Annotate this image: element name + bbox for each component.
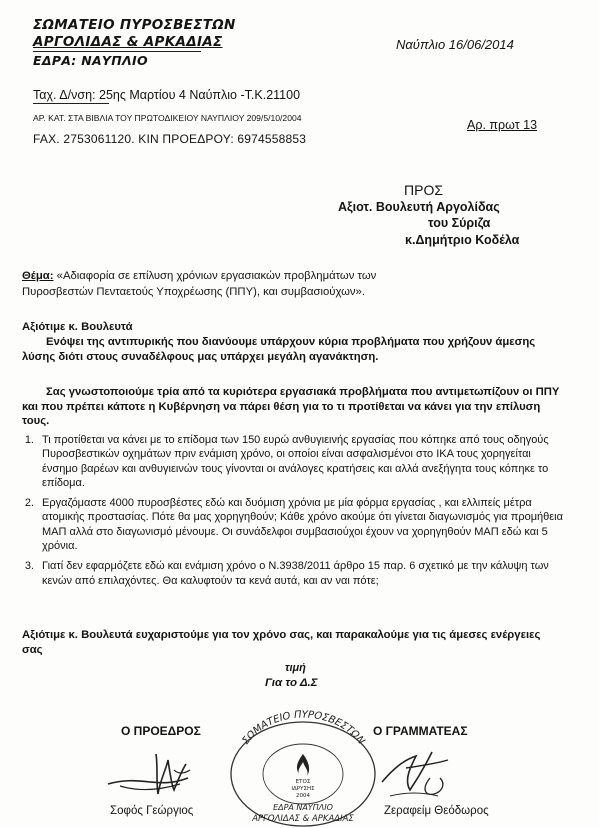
recipient-to-label: ΠΡΟΣ [404,182,443,198]
organization-stamp [221,704,386,828]
stamp-center-line1: ΕΤΟΣ [295,779,311,785]
president-signature [100,740,220,810]
stamp-bottom-line2: ΑΡΓΟΛΙΔΑΣ & ΑΡΚΑΔΙΑΣ [252,814,354,824]
list-item-text: Τι προτίθεται να κάνει με το επίδομα των 150 ευρώ ανθυγιεινής εργασίας που κόπηκε από τους οδηγούς Πυροσβεστικών οχημάτων πριν ενάμιση χρόνο, οι οποίοι είναι ασφαλισμένοι στο ΙΚΑ τους χορηγείται ένσημο βαρέων και ανθυγιεινών τους γίνονται οι ανάλογες κρατήσεις και αλλά ανεξήγητα τους κόπηκε το επίδομα. [42,434,549,489]
place-date: Ναύπλιο 16/06/2014 [396,37,514,52]
org-address: Ταχ. Δ/νση: 25ης Μαρτίου 4 Ναύπλιο -Τ.Κ.21100 [33,88,301,102]
recipient-line2: του Σύριζα [428,216,491,230]
list-item [8,496,568,553]
issues-list [8,433,568,594]
address-underline [33,103,109,104]
header-rule [33,51,201,52]
stamp-center-line3: 2004 [296,793,310,799]
president-name: Σοφός Γεώργιος [110,805,194,817]
closing-paragraph: Αξιότιμε κ. Βουλευτά ευχαριστούμε για τον χρόνο σας, και παρακαλούμε για τις άμεσες ενέργειες σας [22,629,541,656]
flame-emblem-icon [297,754,309,776]
org-registry: ΑΡ. ΚΑΤ. ΣΤΑ ΒΙΒΛΙΑ ΤΟΥ ΠΡΩΤΟΔΙΚΕΙΟΥ ΝΑΥΠΛΙΟΥ 209/5/10/2004 [33,113,302,123]
list-item-number: 1. [24,434,34,446]
list-item-text: Εργαζόμαστε 4000 πυροσβέστες εδώ και δυόμιση χρόνια με μία φόρμα εργασίας , και ελλιπείς μέτρα ατομικής προστασίας. Πότε θα μας χορηγηθούν; Κάθε χρόνο ακούμε ότι γίνεται διαγωνισμός για προμήθεια ΜΑΠ αλλά στο διαγωνισμό μένουμε. Οι συνάδελφοι συμβασιούχοι έχουν να χορηγηθούν ΜΑΠ εδώ και 5 χρόνια. [42,497,563,553]
subject-text-line1: «Αδιαφορία σε επίλυση χρόνιων εργασιακών προβλημάτων των [56,270,377,282]
salutation: Αξιότιμε κ. Βουλευτά [22,321,133,333]
subject-label: Θέμα: [22,270,54,282]
protocol-number: Αρ. πρωτ 13 [467,118,538,132]
regards-line1: τιμή [285,662,306,674]
org-fax-phone: FAX. 2753061120. ΚΙΝ ΠΡΟΕΔΡΟΥ: 6974558853 [33,132,307,146]
stamp-bottom-line1: ΕΔΡΑ ΝΑΥΠΛΙΟ [273,803,333,812]
secretary-signature [370,738,470,810]
list-item-number: 2. [24,497,34,510]
paragraph-1: Ενόψει της αντιπυρικής που διανύουμε υπάρχουν κύρια προβλήματα που χρήζουν άμεσης λύσης διότι στους συναδέλφους μας υπάρχει μεγάλη αγανάκτηση. [22,336,536,363]
org-name-line2: ΑΡΓΟΛΙΔΑΣ & ΑΡΚΑΔΙΑΣ [33,34,223,50]
list-item [8,559,568,588]
org-name-line1: ΣΩΜΑΤΕΙΟ ΠΥΡΟΣΒΕΣΤΩΝ [33,17,236,33]
stamp-top-text: ΣΩΜΑΤΕΙΟ ΠΥΡΟΣΒΕΣΤΩΝ [240,709,367,747]
subject-text-line2: Πυροσβεστών Πενταετούς Υποχρέωσης (ΠΠΥ), και συμβασιούχων». [22,286,365,298]
list-item-number: 3. [24,560,34,573]
secretary-title: Ο ΓΡΑΜΜΑΤΕΑΣ [373,724,468,738]
list-item-text: Γιατί δεν εφαρμόζετε εδώ και ενάμιση χρόνο ο Ν.3938/2011 άρθρο 15 παρ. 6 σχετικό με την κάλυψη των κενών από επιλαχόντες. Θα καλυφτούν τα κενά αυτά, και αν ναι πότε; [42,560,549,587]
recipient-line1: Αξιοτ. Βουλευτή Αργολίδας [338,200,500,214]
org-seat: ΕΔΡΑ: ΝΑΥΠΛΙΟ [33,53,148,68]
subject-line1 [22,269,376,284]
list-item [8,433,568,490]
paragraph-2: Σας γνωστοποιούμε τρία από τα κυριότερα εργασιακά προβλήματα που αντιμετωπίζουν οι ΠΠΥ και που πρέπει κάποτε η Κυβέρνηση να πάρει θέση για το τι προτίθεται να κάνει για την επίλυση τους. [22,386,560,428]
stamp-center-line2: ΙΔΡΥΣΗΣ [291,786,315,792]
secretary-name: Ζεραφείμ Θεόδωρος [384,805,489,817]
president-title: Ο ΠΡΟΕΔΡΟΣ [121,724,201,738]
regards-line2: Για το Δ.Σ [265,677,318,689]
recipient-line3: κ.Δημήτριο Κοδέλα [405,233,520,247]
